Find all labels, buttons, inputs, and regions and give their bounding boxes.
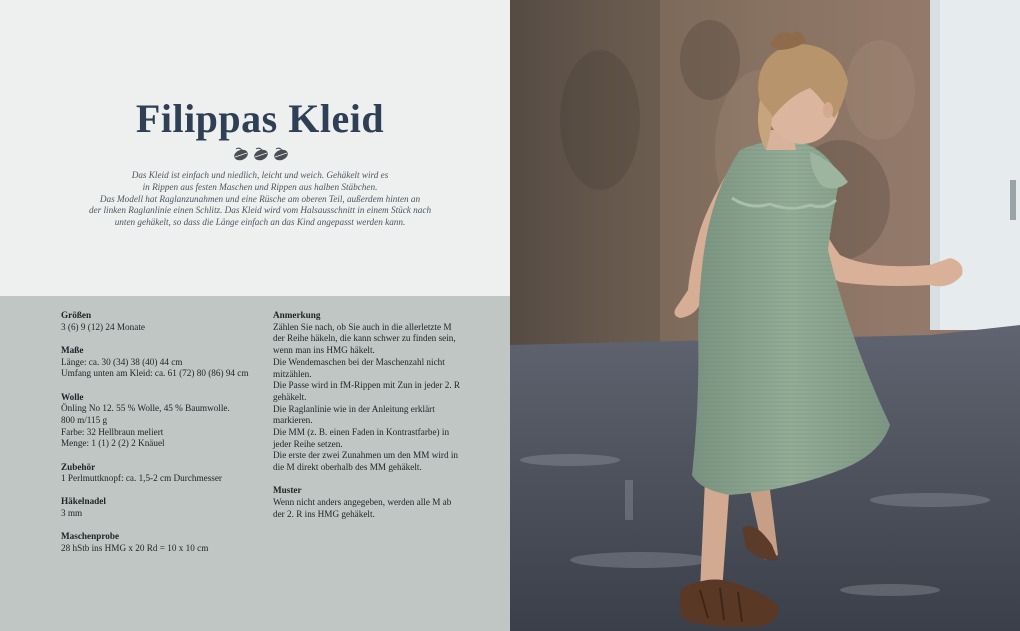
intro-line: unten gehäkelt, so dass die Länge einfach an das Kind angepasst werden kann.	[114, 217, 406, 228]
photo-illustration	[510, 0, 1020, 631]
intro-line: der linken Raglanlinie einen Schlitz. Das Kleid wird vom Halsausschnitt in einem Stück nach	[88, 205, 432, 216]
spec-heading: Größen	[61, 310, 92, 320]
spec-line: jeder Reihe setzen.	[273, 438, 343, 449]
spec-heading: Anmerkung	[273, 310, 321, 320]
page-title: Filippas Kleid	[135, 96, 385, 141]
spec-line: Die Passe wird in fM-Rippen mit Zun in jeder 2. R	[273, 380, 461, 391]
spec-line: 3 mm	[61, 508, 83, 519]
spec-line: wenn man ins HMG häkelt.	[273, 345, 375, 356]
intro-line: Das Modell hat Raglanzunahmen und eine Rüsche am oberen Teil, außerdem hinten an	[99, 193, 421, 204]
photo-girl-in-crocheted-dress	[510, 0, 1020, 631]
spec-line: Wenn nicht anders angegeben, werden alle M ab	[273, 497, 452, 508]
spec-line: Die erste der zwei Zunahmen um den MM wird in	[273, 450, 458, 461]
spec-line: Önling No 12. 55 % Wolle, 45 % Baumwolle.	[61, 403, 230, 414]
spec-line: 3 (6) 9 (12) 24 Monate	[61, 321, 145, 332]
spec-heading: Muster	[273, 485, 302, 496]
specs-right-column	[273, 310, 483, 532]
spec-block	[61, 392, 261, 451]
spec-block	[61, 310, 261, 333]
spec-block	[61, 345, 261, 380]
spec-heading: Wolle	[61, 391, 84, 402]
spec-line: Umfang unten am Kleid: ca. 61 (72) 80 (86) 94 cm	[61, 368, 249, 379]
spec-heading: Häkelnadel	[61, 496, 106, 507]
spec-block	[273, 310, 483, 474]
spec-line: Zählen Sie nach, ob Sie auch in die allerletzte M	[273, 321, 452, 332]
spec-line: Menge: 1 (1) 2 (2) 2 Knäuel	[61, 438, 165, 449]
spec-line: 800 m/115 g	[61, 414, 108, 425]
specs-left-column	[61, 310, 261, 566]
spec-block	[61, 496, 261, 519]
spec-line: Die Raglanlinie wie in der Anleitung erklärt	[273, 403, 435, 414]
spec-heading: Maße	[61, 344, 84, 355]
intro-line: in Rippen aus festen Maschen und Rippen aus halben Stäbchen.	[142, 181, 378, 192]
intro-section	[0, 0, 510, 296]
spec-line: Die MM (z. B. einen Faden in Kontrastfarbe) in	[273, 427, 450, 438]
three-leaf-ornament-icon	[231, 145, 291, 163]
specs-section	[0, 296, 510, 631]
spec-line: Farbe: 32 Hellbraun meliert	[61, 426, 164, 437]
spec-line: 1 Perlmuttknopf: ca. 1,5-2 cm Durchmesser	[61, 473, 222, 484]
intro-line: Das Kleid ist einfach und niedlich, leicht und weich. Gehäkelt wird es	[131, 170, 389, 180]
spec-block	[273, 485, 483, 520]
spec-line: der 2. R ins HMG gehäkelt.	[273, 508, 375, 519]
intro-paragraph	[55, 170, 465, 229]
spec-line: 28 hStb ins HMG x 20 Rd = 10 x 10 cm	[61, 543, 209, 554]
spec-block	[61, 531, 261, 554]
spec-line: Länge: ca. 30 (34) 38 (40) 44 cm	[61, 356, 183, 367]
spec-heading: Maschenprobe	[61, 531, 120, 542]
spec-line: mitzählen.	[273, 368, 312, 379]
spec-block	[61, 462, 261, 485]
spec-line: der Reihe häkeln, die kann schwer zu finden sein,	[273, 333, 456, 344]
spec-line: die M direkt oberhalb des MM gehäkelt.	[273, 462, 422, 473]
spec-line: Die Wendemaschen bei der Maschenzahl nicht	[273, 356, 445, 367]
spec-heading: Zubehör	[61, 461, 96, 472]
spec-line: gehäkelt.	[273, 391, 307, 402]
spec-line: markieren.	[273, 415, 313, 426]
